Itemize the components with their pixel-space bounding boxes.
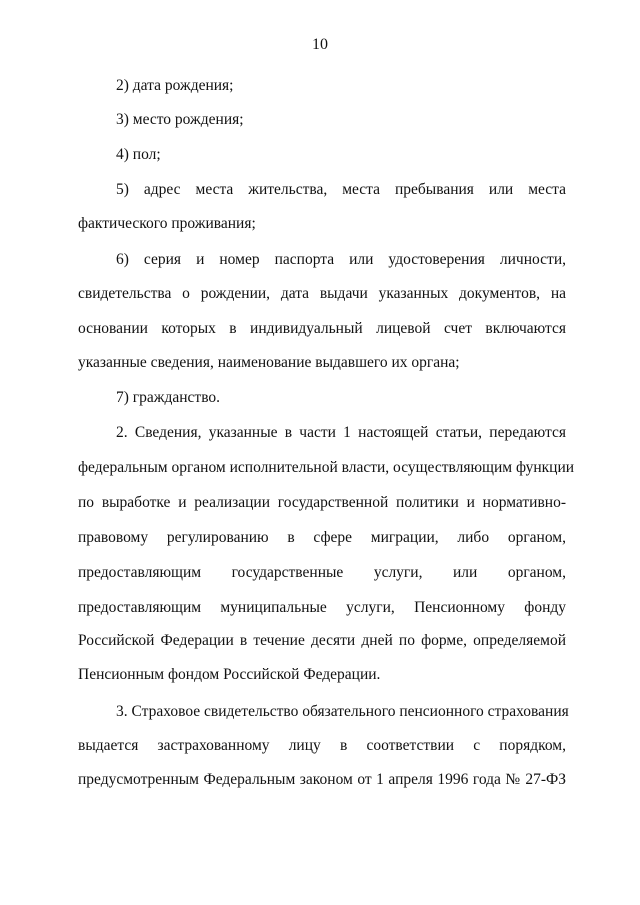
text-line: по выработке и реализации государственной политики и нормативно- (78, 494, 566, 511)
text-line: свидетельства о рождении, дата выдачи указанных документов, на (78, 285, 566, 302)
text-line: выдается застрахованному лицу в соответствии с порядком, (78, 737, 566, 754)
text-line: федеральным органом исполнительной власти, осуществляющим функции (78, 459, 575, 476)
page-number: 10 (312, 36, 328, 53)
text-line: 5) адрес места жительства, места пребывания или места (116, 181, 566, 198)
text-line: указанные сведения, наименование выдавшего их органа; (78, 354, 460, 371)
text-line: предоставляющим государственные услуги, или органом, (78, 564, 566, 581)
text-line: 3) место рождения; (116, 111, 244, 128)
text-line: предоставляющим муниципальные услуги, Пенсионному фонду (78, 599, 566, 616)
text-line: 4) пол; (116, 146, 161, 163)
text-line: правовому регулированию в сфере миграции, либо органом, (78, 529, 566, 546)
text-line: предусмотренным Федеральным законом от 1 апреля 1996 года № 27-ФЗ (78, 771, 566, 788)
text-line: Пенсионным фондом Российской Федерации. (78, 666, 381, 683)
text-line: Российской Федерации в течение десяти дней по форме, определяемой (78, 632, 566, 649)
text-line: 2. Сведения, указанные в части 1 настоящей статьи, передаются (116, 424, 566, 441)
text-line: основании которых в индивидуальный лицевой счет включаются (78, 320, 566, 337)
text-line: 2) дата рождения; (116, 77, 234, 94)
text-line: фактического проживания; (78, 215, 256, 232)
text-line: 6) серия и номер паспорта или удостоверения личности, (116, 251, 566, 268)
text-line: 3. Страховое свидетельство обязательного пенсионного страхования (116, 703, 569, 720)
text-line: 7) гражданство. (116, 389, 221, 406)
